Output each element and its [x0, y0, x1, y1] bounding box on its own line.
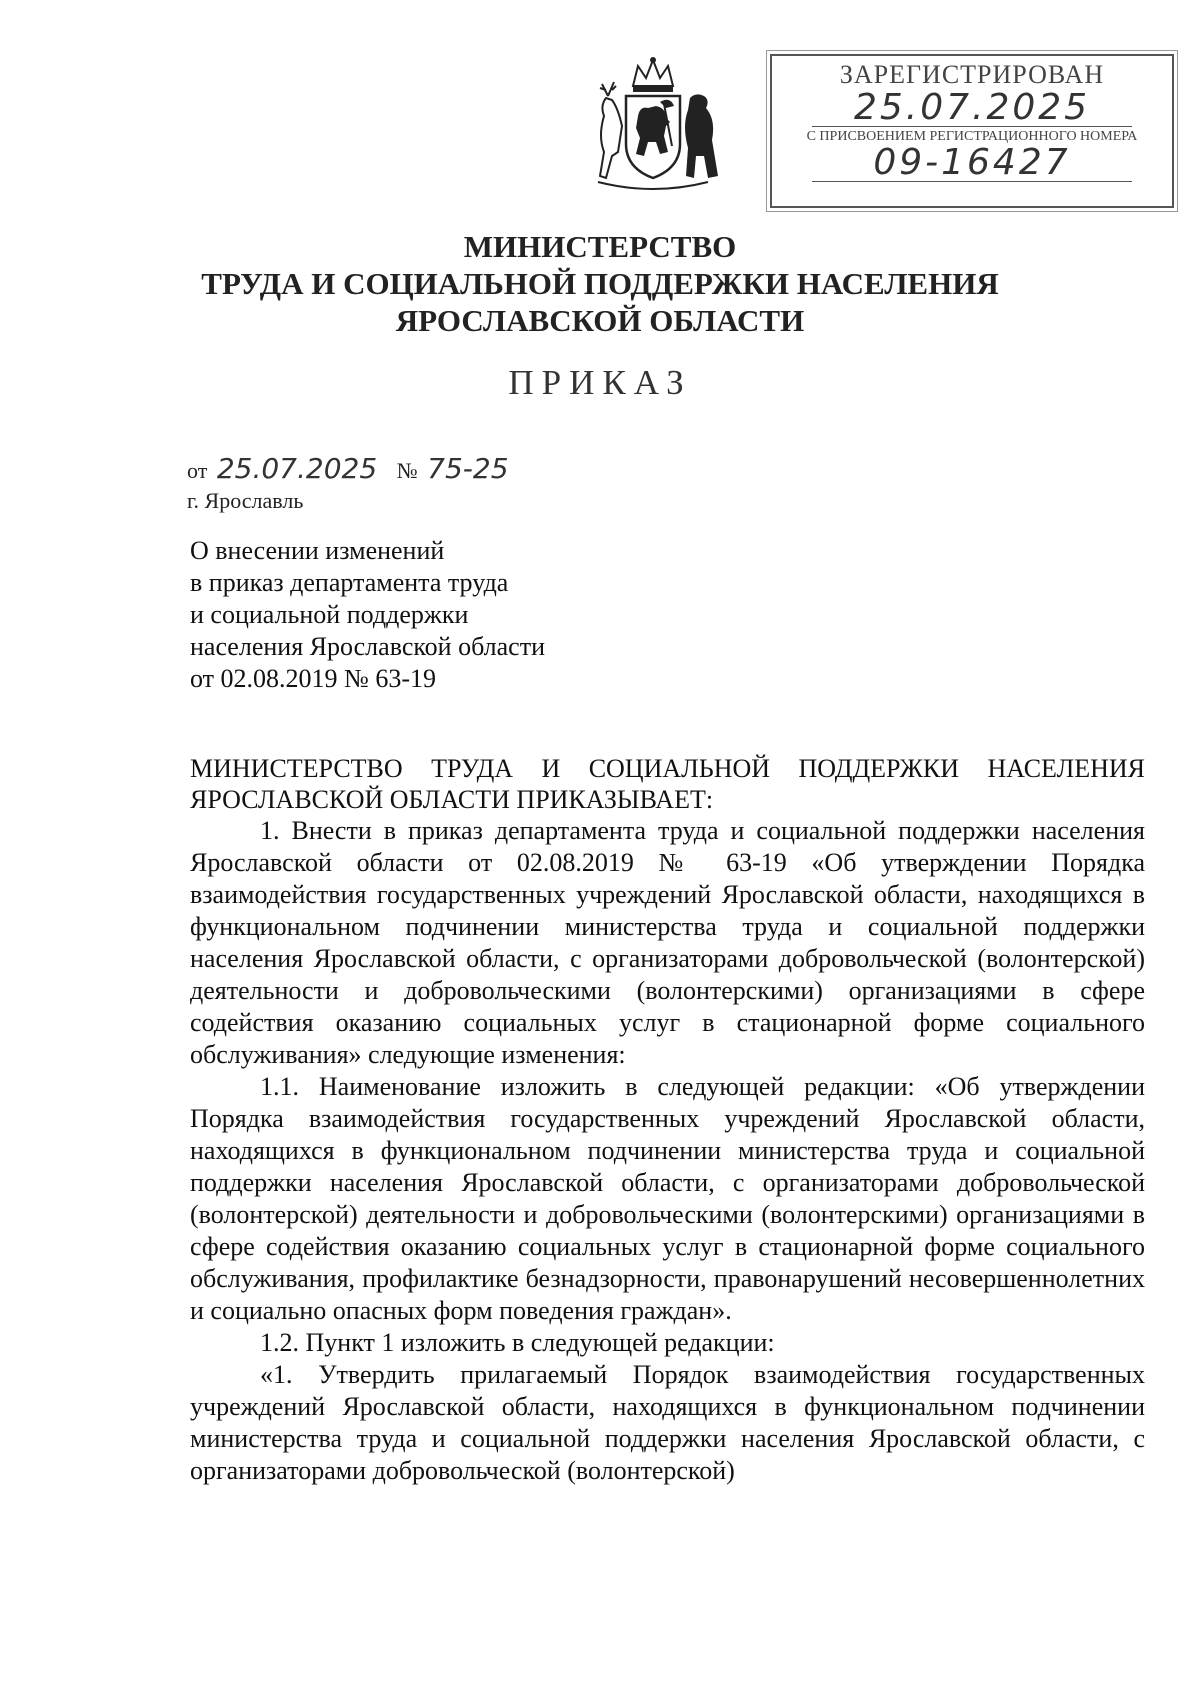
stamp-date: 25.07.2025	[853, 87, 1091, 128]
subject-line: от 02.08.2019 № 63-19	[190, 664, 436, 693]
coat-of-arms-icon	[578, 56, 728, 196]
ministry-line: ТРУДА И СОЦИАЛЬНОЙ ПОДДЕРЖКИ НАСЕЛЕНИЯ	[201, 266, 999, 301]
order-subject	[190, 535, 545, 695]
order-date: 25.07.2025	[216, 452, 378, 485]
subject-line: О внесении изменений	[190, 536, 445, 565]
order-preamble: МИНИСТЕРСТВО ТРУДА И СОЦИАЛЬНОЙ ПОДДЕРЖКИ НАСЕЛЕНИЯ ЯРОСЛАВСКОЙ ОБЛАСТИ ПРИКАЗЫВАЕТ:	[190, 754, 1145, 814]
subject-line: в приказ департамента труда	[190, 568, 509, 597]
order-body	[190, 815, 1145, 1487]
order-number-label: №	[396, 458, 418, 483]
body-paragraph: 1. Внести в приказ департамента труда и социальной поддержки населения Ярославской области от 02.08.2019 № 63-19 «Об утверждении Порядка взаимодействия государственных учреждений Ярославской области, находящихся в функциональном подчинении министерства труда и социальной поддержки населения Ярославской области, с организаторами добровольческой (волонтерской) деятельности и добровольческими (волонтерскими) организациями в сфере содействия оказанию социальных услуг в стационарной форме социального обслуживания» следующие изменения:	[190, 816, 1145, 1069]
ministry-line: ЯРОСЛАВСКОЙ ОБЛАСТИ	[395, 303, 805, 338]
body-paragraph: 1.1. Наименование изложить в следующей редакции: «Об утверждении Порядка взаимодействия государственных учреждений Ярославской области, находящихся в функциональном подчинении министерства труда и социальной поддержки населения Ярославской области, с организаторами добровольческой (волонтерской) деятельности и добровольческими (волонтерскими) организациями в сфере содействия оказанию социальных услуг в стационарной форме социального обслуживания, профилактике безнадзорности, правонарушений несовершеннолетних и социально опасных форм поведения граждан».	[190, 1072, 1145, 1325]
stamp-caption: С ПРИСВОЕНИЕМ РЕГИСТРАЦИОННОГО НОМЕРА	[806, 129, 1138, 144]
registration-stamp	[770, 54, 1174, 208]
order-city: г. Ярославль	[187, 488, 304, 513]
subject-line: населения Ярославской области	[190, 632, 545, 661]
document-type: ПРИКАЗ	[508, 363, 692, 402]
order-number: 75-25	[427, 452, 509, 485]
order-from-label: от	[187, 458, 208, 483]
stamp-divider	[812, 142, 1132, 183]
subject-line: и социальной поддержки	[190, 600, 469, 629]
stamp-divider	[812, 87, 1132, 128]
body-paragraph: «1. Утвердить прилагаемый Порядок взаимодействия государственных учреждений Ярославской области, находящихся в функциональном подчинении министерства труда и социальной поддержки населения Ярославской области, с организаторами добровольческой (волонтерской)	[190, 1360, 1145, 1485]
ministry-heading	[0, 228, 1200, 339]
order-date-number	[187, 452, 523, 485]
stamp-title: ЗАРЕГИСТРИРОВАН	[839, 60, 1105, 89]
body-paragraph: 1.2. Пункт 1 изложить в следующей редакции:	[260, 1328, 775, 1357]
stamp-number: 09-16427	[873, 142, 1071, 183]
ministry-line: МИНИСТЕРСТВО	[463, 229, 737, 264]
